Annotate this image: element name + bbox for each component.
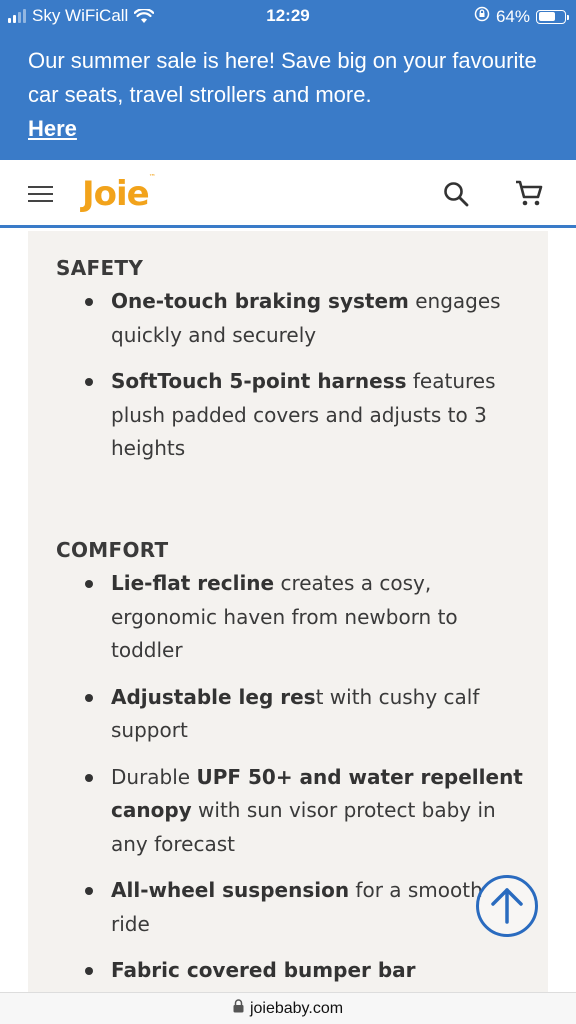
- item-bold: UPF 50+ and water repellent canopy: [111, 764, 523, 822]
- item-bold: Lie-flat recline: [111, 571, 275, 595]
- arrow-up-icon: [479, 878, 535, 934]
- safety-list: [28, 285, 548, 466]
- item-text-prefix: Durable: [111, 764, 197, 789]
- scroll-to-top-button[interactable]: [476, 875, 538, 937]
- list-item: [28, 761, 548, 862]
- promo-text: Our summer sale is here! Save big on your favourite car seats, travel strollers and more.: [28, 48, 537, 107]
- list-item: [28, 681, 548, 748]
- section-title-comfort: COMFORT: [56, 538, 169, 562]
- comfort-list: [28, 567, 548, 988]
- promo-banner: [0, 32, 576, 160]
- clock: 12:29: [266, 6, 310, 25]
- battery-icon: [536, 10, 566, 24]
- logo-trademark: ™: [148, 172, 155, 181]
- item-bold: One-touch braking system: [111, 289, 409, 313]
- features-card: [28, 231, 548, 1001]
- list-item: [28, 365, 548, 466]
- list-item: [28, 567, 548, 668]
- menu-icon[interactable]: [28, 186, 53, 202]
- cart-icon[interactable]: [514, 178, 544, 212]
- item-bold: Fabric covered bumper bar: [111, 958, 416, 982]
- section-title-safety: SAFETY: [56, 256, 144, 280]
- carrier-name: Sky WiFiCall: [32, 6, 129, 25]
- browser-url-bar[interactable]: [0, 992, 576, 1024]
- site-header: [0, 160, 576, 228]
- promo-link[interactable]: Here: [28, 116, 77, 141]
- status-bar: [0, 0, 576, 32]
- item-bold: Adjustable leg res: [111, 684, 316, 709]
- logo-text: Joie: [82, 174, 149, 214]
- battery-info: [474, 6, 566, 27]
- item-text: creates a cosy, ergonomic haven from newborn to toddler: [111, 571, 458, 662]
- item-text: t with cushy calf support: [111, 684, 480, 742]
- battery-percent: 64%: [495, 6, 530, 26]
- list-item: [28, 285, 548, 352]
- list-item: [28, 954, 548, 988]
- item-bold: SoftTouch 5-point harness: [111, 369, 407, 393]
- url-domain: joiebaby.com: [249, 999, 344, 1017]
- item-text: with sun visor protect baby in any forecast: [111, 798, 496, 856]
- item-bold: All-wheel suspension: [111, 878, 350, 902]
- search-icon[interactable]: [442, 180, 470, 212]
- list-item: [28, 874, 548, 941]
- item-text: features plush padded covers and adjusts to 3 heights: [111, 369, 496, 460]
- item-text: engages quickly and securely: [111, 289, 501, 347]
- lock-icon: [233, 999, 244, 1018]
- orientation-lock-icon: [474, 6, 490, 27]
- item-text: for a smooth ride: [111, 878, 483, 936]
- logo[interactable]: [82, 174, 155, 214]
